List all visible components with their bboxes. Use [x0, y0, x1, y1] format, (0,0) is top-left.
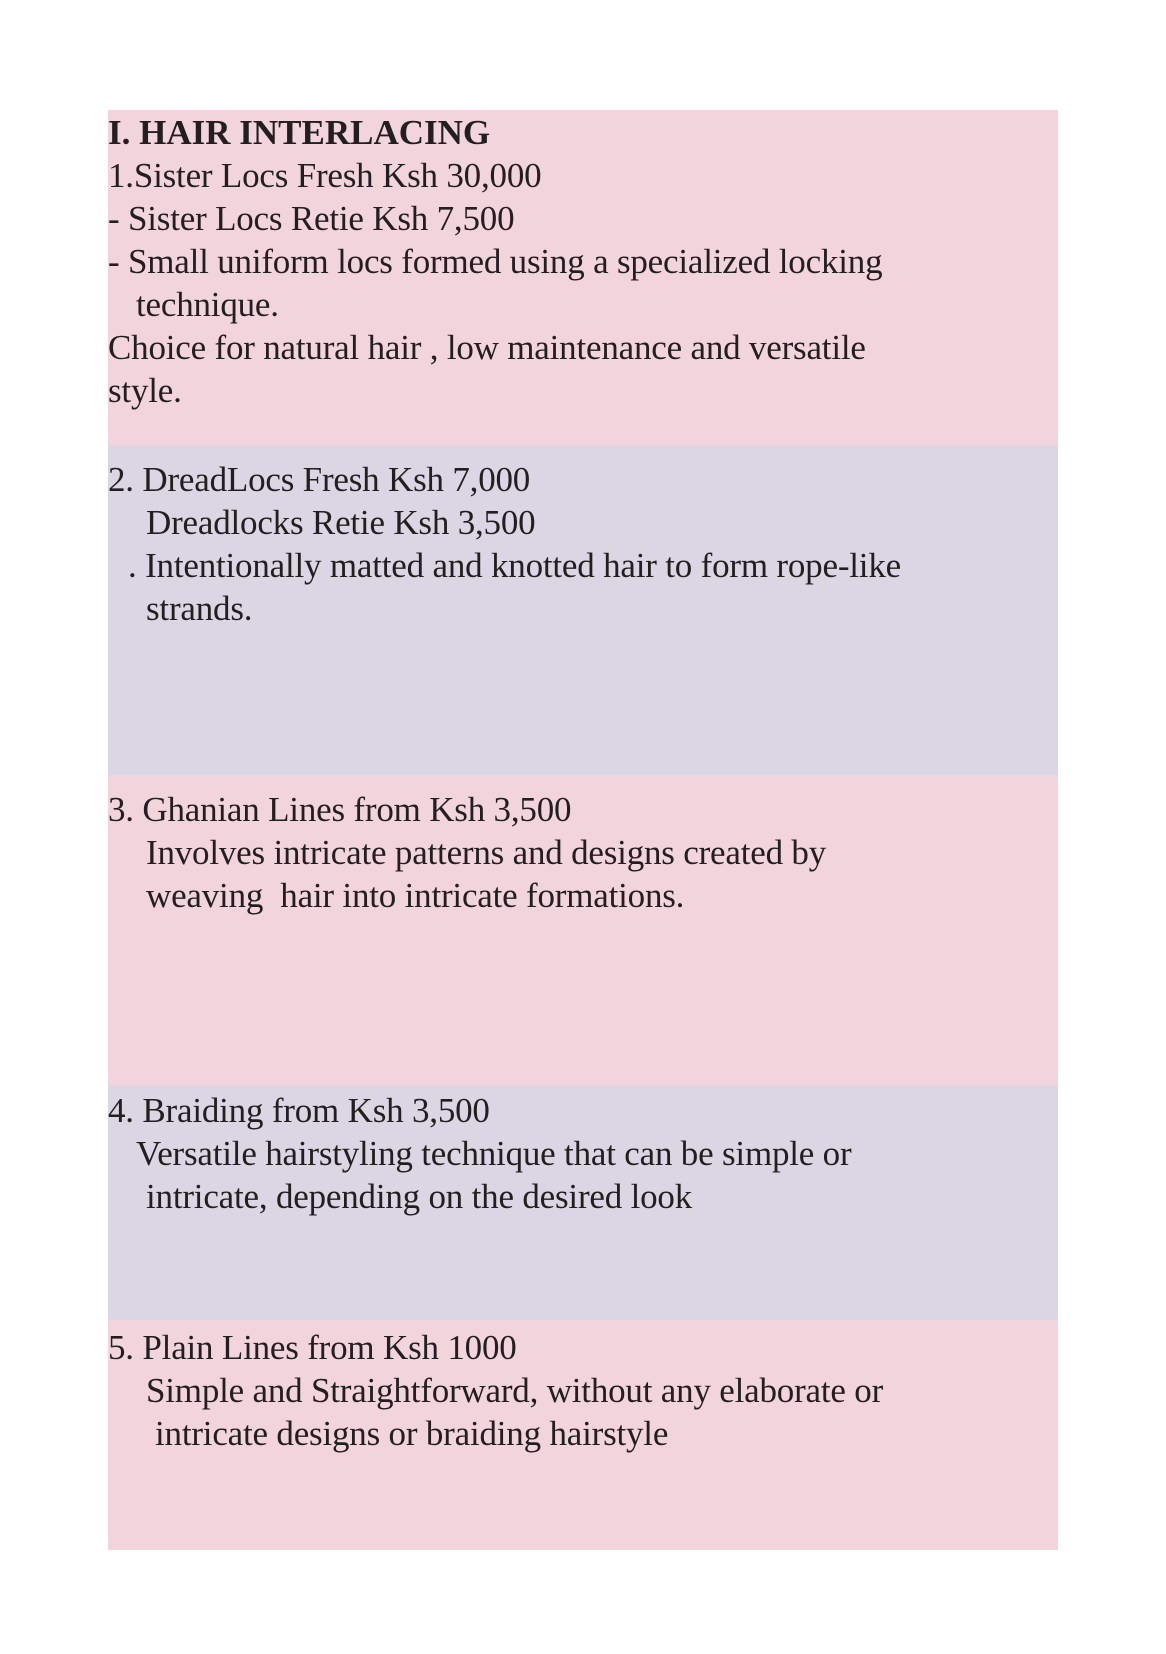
service-description-line: Versatile hairstyling technique that can be simple or: [136, 1134, 852, 1173]
service-description-line: strands.: [146, 589, 253, 628]
service-price-line: 3. Ghanian Lines from Ksh 3,500: [108, 790, 572, 829]
service-price-line: 2. DreadLocs Fresh Ksh 7,000: [108, 460, 531, 499]
service-price-line: 5. Plain Lines from Ksh 1000: [108, 1328, 517, 1367]
service-price-line: Dreadlocks Retie Ksh 3,500: [146, 503, 536, 542]
service-block-ghanian-lines: [108, 775, 1058, 1085]
service-description-line: Involves intricate patterns and designs created by: [146, 833, 827, 872]
service-description-line: style.: [108, 371, 182, 410]
service-block-braiding: [108, 1085, 1058, 1320]
service-price-line: 4. Braiding from Ksh 3,500: [108, 1091, 490, 1130]
service-block-dreadlocs: [108, 445, 1058, 775]
service-description-line: Choice for natural hair , low maintenance and versatile: [108, 328, 866, 367]
service-description-line: weaving hair into intricate formations.: [146, 876, 685, 915]
service-block-plain-lines: [108, 1320, 1058, 1550]
service-price-line: - Sister Locs Retie Ksh 7,500: [108, 199, 515, 238]
service-description-line: - Small uniform locs formed using a specialized locking: [108, 242, 883, 281]
section-title: I. HAIR INTERLACING: [108, 113, 491, 152]
service-description-line: technique.: [136, 285, 279, 324]
service-description-line: intricate, depending on the desired look: [146, 1177, 693, 1216]
service-block-sister-locs: [108, 110, 1058, 445]
service-price-line: 1.Sister Locs Fresh Ksh 30,000: [108, 156, 542, 195]
service-description-line: Simple and Straightforward, without any elaborate or: [146, 1371, 884, 1410]
service-description-line: . Intentionally matted and knotted hair to form rope-like: [128, 546, 901, 585]
service-description-line: intricate designs or braiding hairstyle: [155, 1414, 669, 1453]
